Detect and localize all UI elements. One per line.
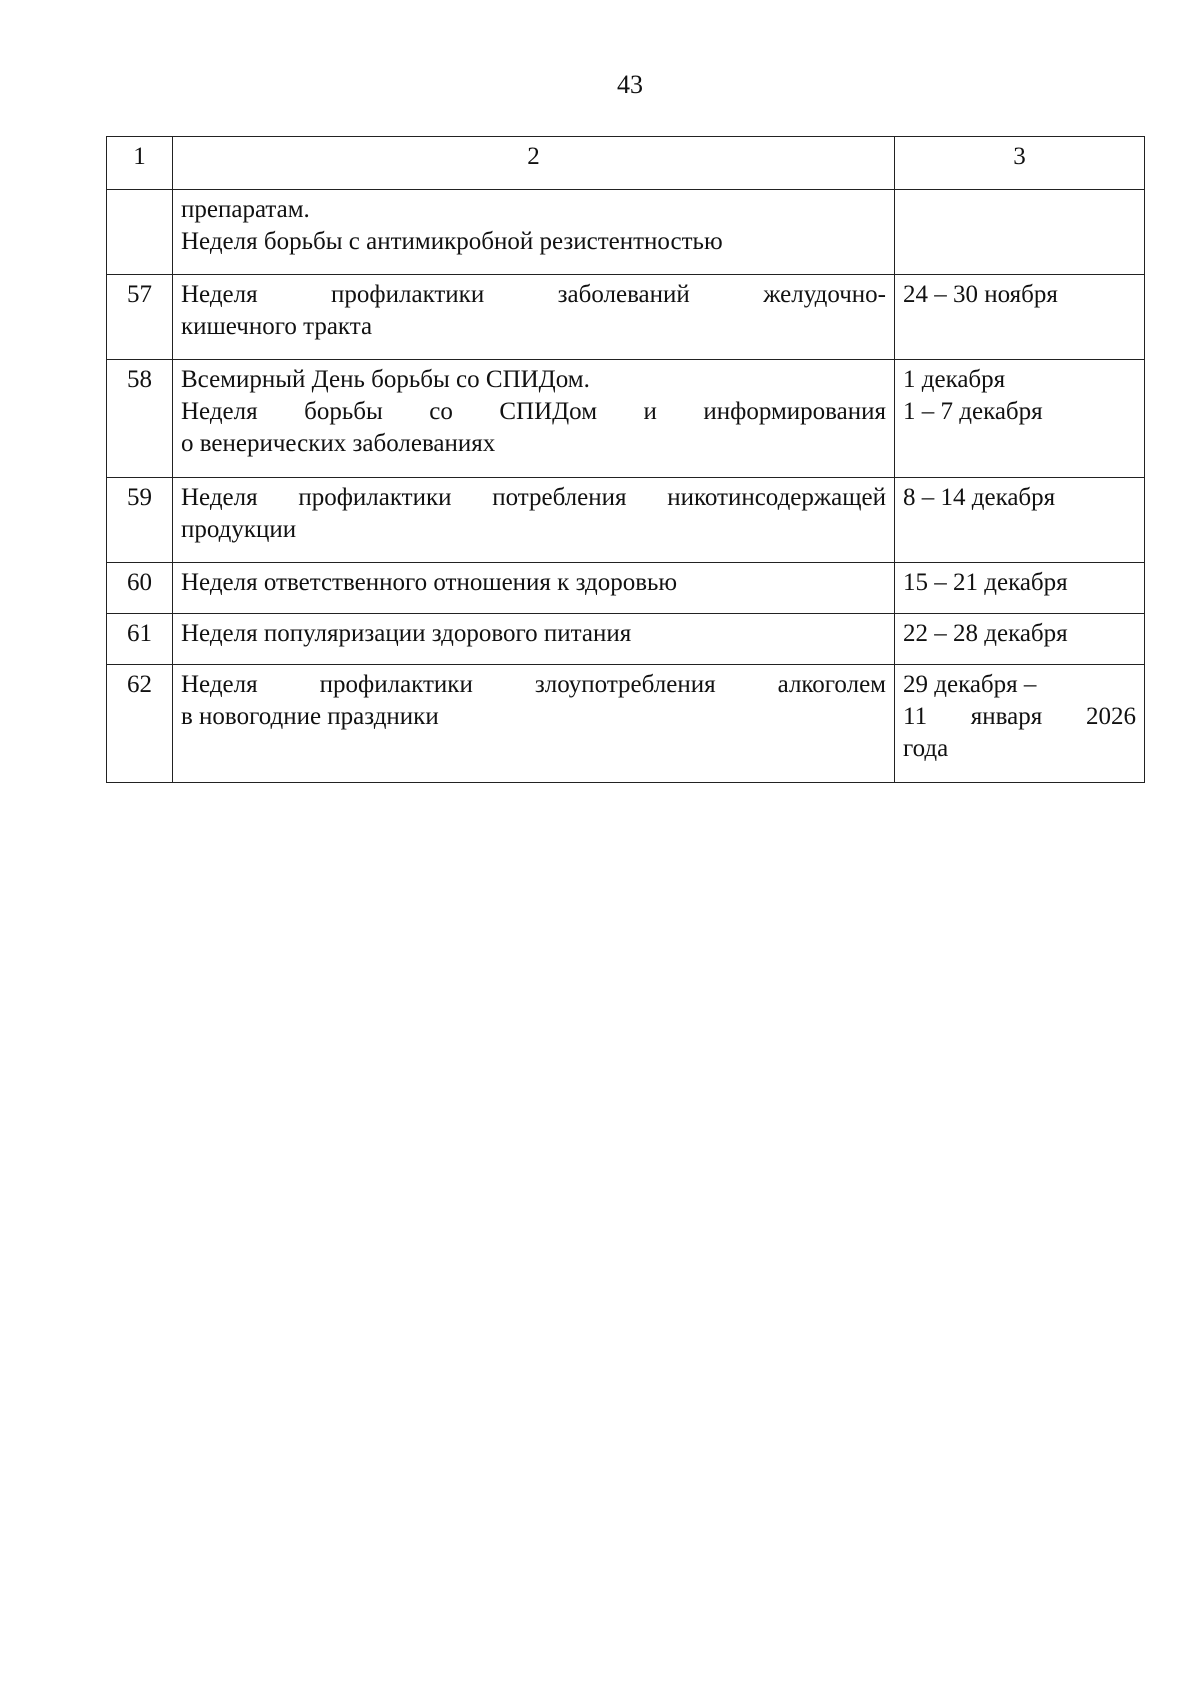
date-line: 1 декабря <box>903 366 1006 393</box>
event-cell <box>173 190 895 275</box>
event-cell <box>173 275 895 360</box>
date-cell <box>895 360 1145 478</box>
row-number: 60 <box>107 563 173 614</box>
row-number: 58 <box>107 360 173 478</box>
row-number: 57 <box>107 275 173 360</box>
date-line: года <box>903 735 949 762</box>
event-line: препаратам. <box>181 196 310 223</box>
date-cell <box>895 614 1145 665</box>
event-line: Неделя популяризации здорового питания <box>181 620 632 647</box>
row-number: 62 <box>107 665 173 783</box>
event-cell <box>173 360 895 478</box>
table-row <box>107 478 1145 563</box>
event-line: Неделя профилактики злоупотребления алкоголем <box>181 671 886 698</box>
event-line: о венерических заболеваниях <box>181 430 496 457</box>
table-header-row <box>107 137 1145 190</box>
column-number-2: 2 <box>173 137 895 190</box>
event-line: продукции <box>181 516 297 543</box>
event-line: Неделя профилактики потребления никотинсодержащей <box>181 484 886 511</box>
event-cell <box>173 665 895 783</box>
date-line: 15 – 21 декабря <box>903 569 1068 596</box>
event-line: в новогодние праздники <box>181 703 439 730</box>
event-cell <box>173 614 895 665</box>
row-number: 59 <box>107 478 173 563</box>
event-line: Неделя борьбы с антимикробной резистентностью <box>181 228 723 255</box>
column-number-3: 3 <box>895 137 1145 190</box>
date-line: 24 – 30 ноября <box>903 281 1058 308</box>
page-number: 43 <box>617 70 643 99</box>
date-line: 22 – 28 декабря <box>903 620 1068 647</box>
date-line: 8 – 14 декабря <box>903 484 1056 511</box>
table-row <box>107 614 1145 665</box>
date-cell <box>895 665 1145 783</box>
table-row <box>107 360 1145 478</box>
row-number <box>107 190 173 275</box>
table-row <box>107 563 1145 614</box>
event-line: Неделя борьбы со СПИДом и информирования <box>181 398 886 425</box>
date-cell <box>895 563 1145 614</box>
event-line: кишечного тракта <box>181 313 373 340</box>
table-row <box>107 190 1145 275</box>
date-cell <box>895 275 1145 360</box>
events-table <box>106 136 1145 783</box>
date-line: 11 января 2026 <box>903 703 1136 730</box>
event-line: Всемирный День борьбы со СПИДом. <box>181 366 590 393</box>
date-cell <box>895 478 1145 563</box>
event-cell <box>173 478 895 563</box>
date-line: 1 – 7 декабря <box>903 398 1043 425</box>
date-line: 29 декабря – <box>903 671 1037 698</box>
event-line: Неделя ответственного отношения к здоровью <box>181 569 678 596</box>
column-number-1: 1 <box>107 137 173 190</box>
event-cell <box>173 563 895 614</box>
table-row <box>107 665 1145 783</box>
row-number: 61 <box>107 614 173 665</box>
table-row <box>107 275 1145 360</box>
date-cell <box>895 190 1145 275</box>
event-line: Неделя профилактики заболеваний желудочно- <box>181 281 886 308</box>
